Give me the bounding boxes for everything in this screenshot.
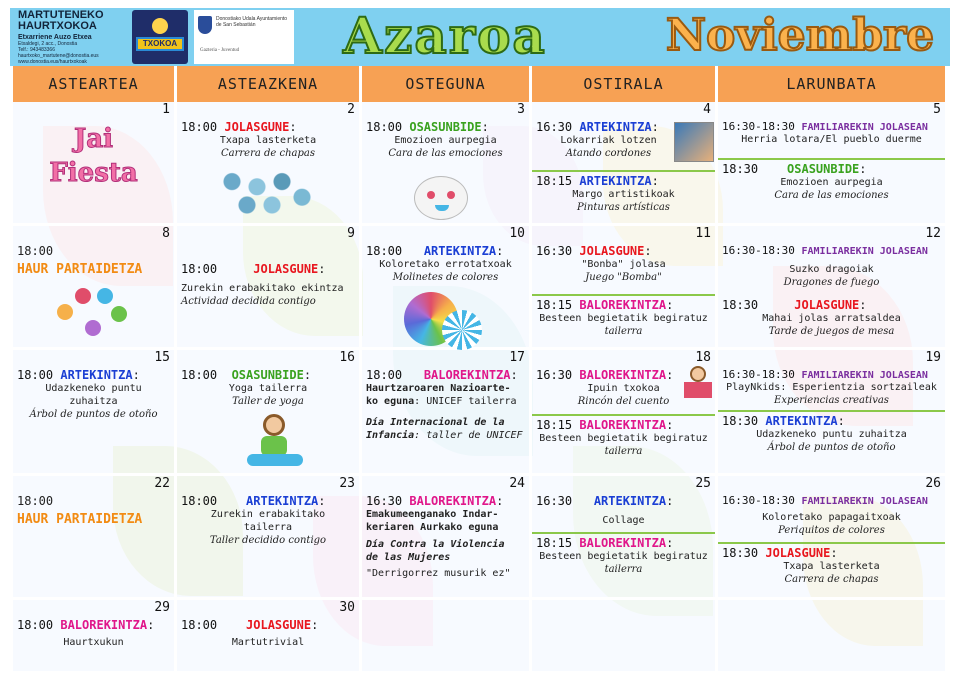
pinwheel-icon (442, 310, 482, 350)
col-header-wednesday: ASTEAZKENA (177, 66, 362, 102)
event-head: 18:30 ARTEKINTZA: (722, 414, 845, 428)
donostia-logo-sub: Gazteria - Juventud (200, 48, 240, 53)
header-banner (10, 8, 950, 66)
event (17, 494, 170, 527)
event-title-es: Carrera de chapas (784, 574, 879, 585)
event-title-es-line (366, 429, 525, 442)
empty-cell (718, 600, 945, 674)
event-time: 16:30-18:30 (722, 120, 795, 133)
org-detail: www.donostia.eus/haurtxokoak (18, 59, 87, 65)
org-name-2: HAURTXOKOA (18, 20, 97, 32)
event-title-eu: Besteen begietatik begiratuz (539, 313, 708, 324)
month-title-es: Noviembre (665, 10, 935, 61)
event-time: 16:30-18:30 (722, 368, 795, 381)
calendar-grid (13, 66, 945, 674)
event-time: 18:15 (536, 418, 573, 432)
event-title-es: Carrera de chapas (220, 148, 315, 159)
txokoa-logo-label: TXOKOA (136, 37, 184, 51)
day-number: 30 (339, 600, 355, 615)
event-category: FAMILIAREKIN JOLASEAN (801, 496, 928, 507)
event-title-eu: Collage (602, 515, 645, 526)
day-cell-5[interactable] (718, 102, 945, 226)
event-category: JOLASGUNE (224, 120, 290, 134)
event (536, 298, 711, 338)
day-number: 23 (339, 476, 355, 491)
shoelace-photo (674, 122, 714, 162)
event-title-eu: Martutrivial (231, 637, 305, 648)
event (536, 174, 711, 214)
reading-child-icon (682, 366, 714, 400)
day-cell-15[interactable] (13, 350, 177, 476)
day-cell-4[interactable] (532, 102, 718, 226)
event-category: FAMILIAREKIN JOLASEAN (801, 246, 928, 257)
empty-cell (362, 600, 532, 674)
event-title-es-rest: : taller de UNICEF (414, 430, 523, 441)
event-category: FAMILIAREKIN JOLASEAN (801, 122, 928, 133)
month-title-eu: Azaroa (343, 6, 547, 65)
day-number: 17 (509, 350, 525, 365)
event-title-eu: zuhaitza (69, 396, 118, 407)
event-title-eu: Txapa lasterketa (219, 135, 317, 146)
day-number: 2 (347, 102, 355, 117)
child-icon (75, 288, 91, 304)
event-category: BALOREKINTZA (579, 536, 667, 550)
event (181, 368, 355, 408)
event-category: ARTEKINTZA (60, 368, 133, 382)
day-cell-11[interactable] (532, 226, 718, 350)
event-title-es: tailerra (604, 446, 643, 457)
day-cell-18[interactable] (532, 350, 718, 476)
day-number: 22 (154, 476, 170, 491)
event-title-eu: Ipuin txokoa (587, 383, 660, 394)
shield-icon (198, 16, 212, 34)
event-separator (532, 414, 715, 416)
event-category: ARTEKINTZA (246, 494, 319, 508)
event-head: 18:00 OSASUNBIDE: (181, 368, 312, 382)
org-sub: Etxarriene Auzo Etxea (18, 34, 92, 41)
event (722, 494, 941, 537)
day-cell-8[interactable] (13, 226, 177, 350)
event-time: 18:30 (722, 414, 759, 428)
event-time: 18:15 (536, 536, 573, 550)
event-category: BALOREKINTZA (579, 368, 667, 382)
event-category: JOLASGUNE (253, 262, 319, 276)
day-cell-19[interactable] (718, 350, 945, 476)
event-time: 18:15 (536, 174, 573, 188)
event (722, 120, 941, 146)
event-time: 18:00 (17, 368, 54, 382)
day-cell-23[interactable] (177, 476, 362, 600)
event-time: 18:15 (536, 298, 573, 312)
eye-icon (447, 191, 455, 199)
event (366, 368, 525, 442)
event-separator (532, 294, 715, 296)
event-title-es: Atando cordones (565, 148, 652, 159)
event-title-eu: Zurekin erabakitako (210, 509, 326, 520)
fiesta-text: Fiesta (49, 158, 138, 188)
event-separator (718, 158, 945, 160)
event-head (722, 368, 941, 381)
day-cell-30[interactable] (177, 600, 362, 674)
day-number: 1 (162, 102, 170, 117)
event-separator (532, 170, 715, 172)
event-time: 18:00 (181, 618, 218, 632)
col-header-friday: OSTIRALA (532, 66, 718, 102)
event (536, 418, 711, 458)
head-icon (690, 366, 706, 382)
bottle-caps-icon (217, 166, 317, 218)
day-number: 4 (703, 102, 711, 117)
event-title-eu: Udazkeneko puntu (45, 383, 142, 394)
event-category: BALOREKINTZA (409, 494, 497, 508)
calendar (13, 66, 945, 674)
event-head: 18:00 OSASUNBIDE: (366, 120, 489, 134)
event-head: 18:00 BALOREKINTZA: (366, 368, 518, 382)
day-cell-3[interactable] (362, 102, 532, 226)
body-icon (261, 436, 287, 456)
child-icon (57, 304, 73, 320)
event-category: HAUR PARTAIDETZA (17, 512, 143, 527)
day-cell-25[interactable] (532, 476, 718, 600)
event-time: 18:00 (17, 618, 54, 632)
event-title-eu: Mahai jolas arratsaldea (762, 313, 901, 324)
event-head: 18:00 ARTEKINTZA: (17, 368, 140, 382)
event-title-eu: ko eguna (366, 396, 415, 407)
legs-icon (247, 454, 303, 466)
event-separator (532, 532, 715, 534)
event (17, 368, 170, 421)
event-head: 18:00 JOLASGUNE: (181, 262, 326, 276)
event-title: Herria lotara/El pueblo duerme (741, 134, 922, 145)
event-time: 18:00 (17, 494, 54, 508)
event-title-es: Día Internacional de la (366, 417, 505, 428)
event (366, 120, 525, 160)
event-time: 18:00 (17, 244, 54, 258)
event-title-es: Tarde de juegos de mesa (768, 326, 895, 337)
child-icon (111, 306, 127, 322)
event-title-es: tailerra (604, 564, 643, 575)
event (181, 120, 355, 160)
event (17, 244, 170, 277)
day-cell-1[interactable] (13, 102, 177, 226)
event (366, 244, 525, 284)
event-title-es: Juego "Bomba" (585, 272, 662, 283)
col-header-thursday: OSTEGUNA (362, 66, 532, 102)
day-cell-9[interactable] (177, 226, 362, 350)
event-title-es: Infancia (366, 430, 415, 441)
day-number: 26 (925, 476, 941, 491)
event-separator (718, 410, 945, 412)
event-title-es: Actividad decidida contigo (181, 296, 316, 307)
event-title-es: Periquitos de colores (778, 525, 885, 536)
event (181, 494, 355, 547)
event-time: 16:30 (536, 244, 573, 258)
event-category: ARTEKINTZA (765, 414, 838, 428)
event-head (722, 244, 941, 257)
event-title-es: Pinturas artísticas (577, 202, 670, 213)
event-title-eu: Haurtzaroaren Nazioarte- (366, 383, 511, 394)
event-time: 18:00 (181, 120, 218, 134)
event-time: 18:00 (181, 494, 218, 508)
event-title-es: Cara de las emociones (774, 190, 889, 201)
txokoa-logo (132, 10, 188, 64)
event-title-eu: Yoga tailerra (228, 383, 308, 394)
event-title-eu-rest: : UNICEF tailerra (414, 396, 517, 407)
event-head: 18:15 BALOREKINTZA: (536, 536, 674, 550)
day-number: 15 (154, 350, 170, 365)
day-number: 12 (925, 226, 941, 241)
event-title-eu: Emozioen aurpegia (394, 135, 497, 146)
event-category: BALOREKINTZA (579, 298, 667, 312)
day-number: 16 (339, 350, 355, 365)
event-title-eu: Koloretako papagaitxoak (762, 512, 901, 523)
event (722, 414, 941, 454)
event-title-eu: PlayNkids: Esperientzia sortzaileak (726, 382, 937, 393)
event-category: JOLASGUNE (794, 298, 860, 312)
eye-icon (427, 191, 435, 199)
event-category: ARTEKINTZA (593, 494, 667, 508)
event-time: 16:30-18:30 (722, 494, 795, 507)
event-title-es: Árbol de puntos de otoño (767, 442, 896, 453)
day-cell-29[interactable] (13, 600, 177, 674)
event-category: JOLASGUNE (579, 244, 645, 258)
event-head: 16:30 BALOREKINTZA: (536, 368, 674, 382)
empty-cell (532, 600, 718, 674)
day-number: 11 (695, 226, 711, 241)
event (722, 368, 941, 407)
day-number: 24 (509, 476, 525, 491)
event-category: HAUR PARTAIDETZA (17, 262, 143, 277)
event-title-es: Árbol de puntos de otoño (29, 409, 158, 420)
event-title-es: Dragones de fuego (783, 277, 880, 288)
event-title-es: de las Mujeres (366, 552, 451, 563)
day-number: 3 (517, 102, 525, 117)
event-time: 18:00 (181, 368, 218, 382)
day-cell-16[interactable] (177, 350, 362, 476)
org-detail: Telf.: 943483366 (18, 47, 55, 53)
event-title-es: tailerra (604, 326, 643, 337)
mouth-icon (435, 205, 449, 211)
event-title-eu: Udazkeneko puntu zuhaitza (756, 429, 907, 440)
org-block (18, 10, 128, 65)
event-head: 16:30 ARTEKINTZA: (536, 494, 674, 508)
face-icon (152, 18, 168, 34)
event-title-eu-line (366, 395, 525, 408)
event-head: 18:15 BALOREKINTZA: (536, 418, 674, 432)
event-title-eu: Koloretako errotatxoak (379, 259, 512, 270)
event-time: 16:30-18:30 (722, 244, 795, 257)
event-title-eu: Txapa lasterketa (783, 561, 880, 572)
event-title-es: Día Contra la Violencia (366, 539, 505, 550)
event-title-eu: "Bonba" jolasa (581, 259, 666, 270)
event-title-eu: Emozioen aurpegia (780, 177, 883, 188)
event-head: 18:00 JOLASGUNE: (181, 120, 297, 134)
event-title-es: Rincón del cuento (577, 396, 670, 407)
event-head: 16:30 BALOREKINTZA: (366, 494, 504, 508)
day-number: 5 (933, 102, 941, 117)
event-category: JOLASGUNE (246, 618, 312, 632)
event-title-es: Experiencias creativas (774, 395, 889, 406)
book-icon (684, 382, 712, 398)
org-detail: haurtxoko_martutene@donostia.eus (18, 53, 99, 59)
event (181, 262, 355, 308)
child-icon (97, 288, 113, 304)
event (722, 546, 941, 586)
event-time: 16:30 (536, 368, 573, 382)
event-time: 18:30 (722, 162, 759, 176)
org-detail: Etxaldegi, 2 acc., Donostia (18, 41, 78, 47)
day-cell-22[interactable] (13, 476, 177, 600)
event-category: FAMILIAREKIN JOLASEAN (801, 370, 928, 381)
event (536, 244, 711, 284)
event (536, 536, 711, 576)
event-head: 18:15 ARTEKINTZA: (536, 174, 659, 188)
event-head: 16:30 JOLASGUNE: (536, 244, 652, 258)
event-title-eu: Zurekin erabakitako ekintza (181, 283, 344, 294)
event-head (722, 120, 941, 133)
day-number: 29 (154, 600, 170, 615)
event-head: 18:30 JOLASGUNE: (722, 546, 838, 560)
event-category: BALOREKINTZA (60, 618, 148, 632)
event-head: 18:00 BALOREKINTZA: (17, 618, 155, 632)
event-title-eu: Lokarriak lotzen (560, 135, 657, 146)
child-icon (85, 320, 101, 336)
event-time: 16:30 (536, 120, 573, 134)
event-head: 18:00 ARTEKINTZA: (366, 244, 504, 258)
event-time: 18:00 (366, 244, 403, 258)
event-title-eu: Haurtxukun (63, 637, 124, 648)
event-title-es: Molinetes de colores (392, 272, 499, 283)
event-category: ARTEKINTZA (579, 174, 652, 188)
event-head: 18:30 OSASUNBIDE: (722, 162, 867, 176)
event-title-es: Taller decidido contigo (209, 535, 327, 546)
event-head: 18:00 JOLASGUNE: (181, 618, 319, 632)
day-cell-26[interactable] (718, 476, 945, 600)
event-title-eu: Suzko dragoiak (789, 264, 874, 275)
yoga-girl-icon (245, 414, 305, 470)
day-number: 25 (695, 476, 711, 491)
event-title-eu: Besteen begietatik begiratuz (539, 551, 708, 562)
head-icon (263, 414, 285, 436)
event-title-es: Taller de yoga (232, 396, 304, 407)
day-cell-2[interactable] (177, 102, 362, 226)
org-name-1: MARTUTENEKO (18, 9, 104, 21)
event (536, 494, 711, 527)
event-head: 18:00 ARTEKINTZA: (181, 494, 326, 508)
event (17, 618, 170, 649)
day-cell-17[interactable] (362, 350, 532, 476)
event-category: OSASUNBIDE (231, 368, 304, 382)
event-category: ARTEKINTZA (423, 244, 497, 258)
event (366, 494, 525, 579)
event-category: BALOREKINTZA (423, 368, 511, 382)
event-category: JOLASGUNE (765, 546, 831, 560)
event (722, 162, 941, 202)
event-time: 18:00 (181, 262, 218, 276)
day-cell-12[interactable] (718, 226, 945, 350)
event-category: BALOREKINTZA (579, 418, 667, 432)
day-number: 18 (695, 350, 711, 365)
event-time: 18:30 (722, 546, 759, 560)
donostia-logo (194, 10, 294, 64)
jai-text: Jai (73, 124, 114, 154)
event-title-eu: Margo artistikoak (572, 189, 675, 200)
event (181, 618, 355, 649)
event-head: 18:30 JOLASGUNE: (722, 298, 867, 312)
col-header-saturday: LARUNBATA (718, 66, 945, 102)
event (722, 244, 941, 289)
event-title-eu: Besteen begietatik begiratuz (539, 433, 708, 444)
event-category: ARTEKINTZA (579, 120, 652, 134)
event-time: 18:00 (366, 120, 403, 134)
event-category: OSASUNBIDE (787, 162, 860, 176)
day-cell-24[interactable] (362, 476, 532, 600)
day-number: 9 (347, 226, 355, 241)
event-quote: "Derrigorrez musurik ez" (366, 568, 511, 579)
donostia-logo-text: Donostiako Udala Ayuntamiento de San Sebastián (216, 16, 288, 28)
event-title-es: Cara de las emociones (388, 148, 503, 159)
emotion-face-icon (414, 176, 468, 220)
event-title-eu: tailerra (243, 522, 293, 533)
event-head (722, 494, 941, 507)
event-time: 18:00 (366, 368, 403, 382)
day-number: 19 (925, 350, 941, 365)
day-number: 8 (162, 226, 170, 241)
event-title-eu: Emakumeenganako Indar- (366, 509, 499, 520)
col-header-tuesday: ASTEARTEA (13, 66, 177, 102)
event-time: 16:30 (536, 494, 573, 508)
day-cell-10[interactable] (362, 226, 532, 350)
event-time: 18:30 (722, 298, 759, 312)
event (722, 298, 941, 338)
event-category: OSASUNBIDE (409, 120, 482, 134)
event-title-eu: keriaren Aurkako eguna (366, 522, 499, 533)
event-head: 16:30 ARTEKINTZA: (536, 120, 659, 134)
children-circle-icon (57, 284, 127, 344)
event-separator (718, 542, 945, 544)
day-number: 10 (509, 226, 525, 241)
event-head: 18:15 BALOREKINTZA: (536, 298, 674, 312)
event-time: 16:30 (366, 494, 403, 508)
